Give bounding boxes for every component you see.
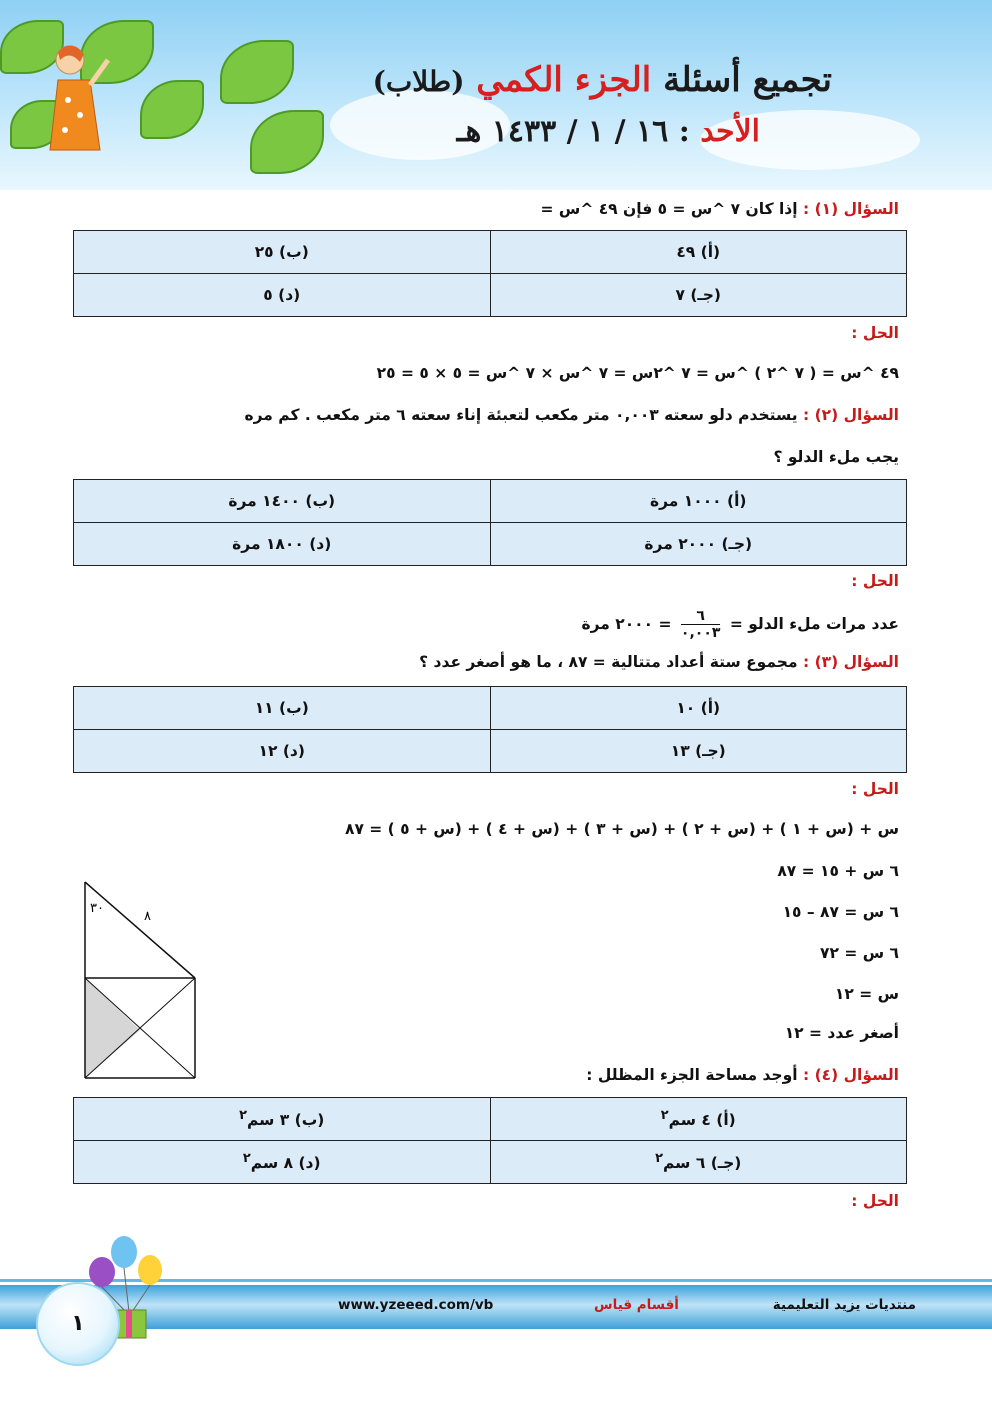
- solution-step: أصغر عدد = ١٢: [784, 1024, 899, 1042]
- option-a[interactable]: (أ) ١٠: [490, 687, 907, 730]
- option-d[interactable]: (د) ١٢: [74, 730, 491, 773]
- option-d[interactable]: (د) ١٨٠٠ مرة: [74, 523, 491, 566]
- solution-label: الحل :: [851, 572, 899, 590]
- solution-step: س = ١٢: [834, 985, 899, 1003]
- angle-label: ٣٠: [90, 901, 104, 916]
- question-text: مجموع ستة أعداد متتالية = ٨٧ ، ما هو أصغر عدد ؟: [419, 653, 798, 671]
- solution-step: ٦ س = ٧٢: [820, 944, 899, 962]
- option-d[interactable]: (د) ٨ سم$^٢$: [74, 1141, 491, 1184]
- option-b[interactable]: (ب) ٢٥: [74, 231, 491, 274]
- leaf-decoration: [140, 80, 204, 139]
- solution-line: ٤٩ ^س = ( ٧ ^٢ ) ^س = ٧ ^٢س = ٧ ^س × ٧ ^س = ٥ × ٥ = ٢٥: [376, 364, 899, 382]
- question-4: [586, 1066, 899, 1084]
- question-label: السؤال (٤) :: [802, 1066, 899, 1084]
- question-2: [245, 406, 899, 424]
- option-c[interactable]: (جـ) ٢٠٠٠ مرة: [490, 523, 907, 566]
- page-date: الأحد : ١٦ / ١ / ١٤٣٣ هـ: [456, 114, 760, 149]
- leaf-decoration: [220, 40, 294, 104]
- option-b[interactable]: (ب) ١١: [74, 687, 491, 730]
- question-label: السؤال (١) :: [802, 200, 899, 218]
- question-1: [541, 200, 899, 218]
- option-b[interactable]: (ب) ٣ سم$^٢$: [74, 1098, 491, 1141]
- question-3: [419, 653, 899, 671]
- options-table-q4: [73, 1097, 907, 1184]
- geometry-figure: [82, 880, 198, 1080]
- solution-step: ٦ س = ٨٧ – ١٥: [782, 903, 899, 921]
- question-text: يستخدم دلو سعته ٠,٠٠٣ متر مكعب لتعبئة إناء سعته ٦ متر مكعب . كم مره: [244, 406, 798, 424]
- options-table-q1: [73, 230, 907, 317]
- option-c[interactable]: (جـ) ٦ سم$^٢$: [490, 1141, 907, 1184]
- girl-illustration: [40, 40, 110, 170]
- solution-label: الحل :: [851, 324, 899, 342]
- page-number: ١: [36, 1282, 120, 1366]
- option-b[interactable]: (ب) ١٤٠٠ مرة: [74, 480, 491, 523]
- question-label: السؤال (٢) :: [802, 406, 899, 424]
- fraction: $\frac{٦}{٠,٠٠٣}$: [680, 608, 721, 641]
- question-text-continued: يجب ملء الدلو ؟: [773, 448, 899, 466]
- solution-line: عدد مرات ملء الدلو = $\frac{٦}{٠,٠٠٣}$ = ٢٠٠٠ مرة: [581, 608, 899, 641]
- page-title: تجميع أسئلة الجزء الكمي (طلاب): [372, 60, 832, 100]
- options-table-q2: [73, 479, 907, 566]
- question-text: أوجد مساحة الجزء المظلل :: [586, 1066, 798, 1084]
- question-text: إذا كان ٧ ^س = ٥ فإن ٤٩ ^س =: [540, 200, 798, 218]
- question-label: السؤال (٣) :: [802, 653, 899, 671]
- website-link[interactable]: www.yzeeed.com/vb: [338, 1297, 494, 1313]
- option-d[interactable]: (د) ٥: [74, 274, 491, 317]
- leaf-decoration: [250, 110, 324, 174]
- solution-step: س + (س + ١ ) + (س + ٢ ) + (س + ٣ ) + (س + ٤ ) + (س + ٥ ) = ٨٧: [344, 820, 899, 838]
- options-table-q3: [73, 686, 907, 773]
- solution-label: الحل :: [851, 780, 899, 798]
- option-a[interactable]: (أ) ٤ سم$^٢$: [490, 1098, 907, 1141]
- solution-step: ٦ س + ١٥ = ٨٧: [777, 862, 899, 880]
- option-c[interactable]: (جـ) ٧: [490, 274, 907, 317]
- option-a[interactable]: (أ) ١٠٠٠ مرة: [490, 480, 907, 523]
- solution-label: الحل :: [851, 1192, 899, 1210]
- option-c[interactable]: (جـ) ١٣: [490, 730, 907, 773]
- shaded-region: [85, 978, 140, 1078]
- forum-name: منتديات يزيد التعليمية: [772, 1297, 916, 1313]
- section-name: أقسام قياس: [594, 1297, 679, 1313]
- page-footer: [0, 1275, 992, 1403]
- side-label: ٨: [144, 909, 151, 924]
- option-a[interactable]: (أ) ٤٩: [490, 231, 907, 274]
- page-header: [0, 0, 992, 190]
